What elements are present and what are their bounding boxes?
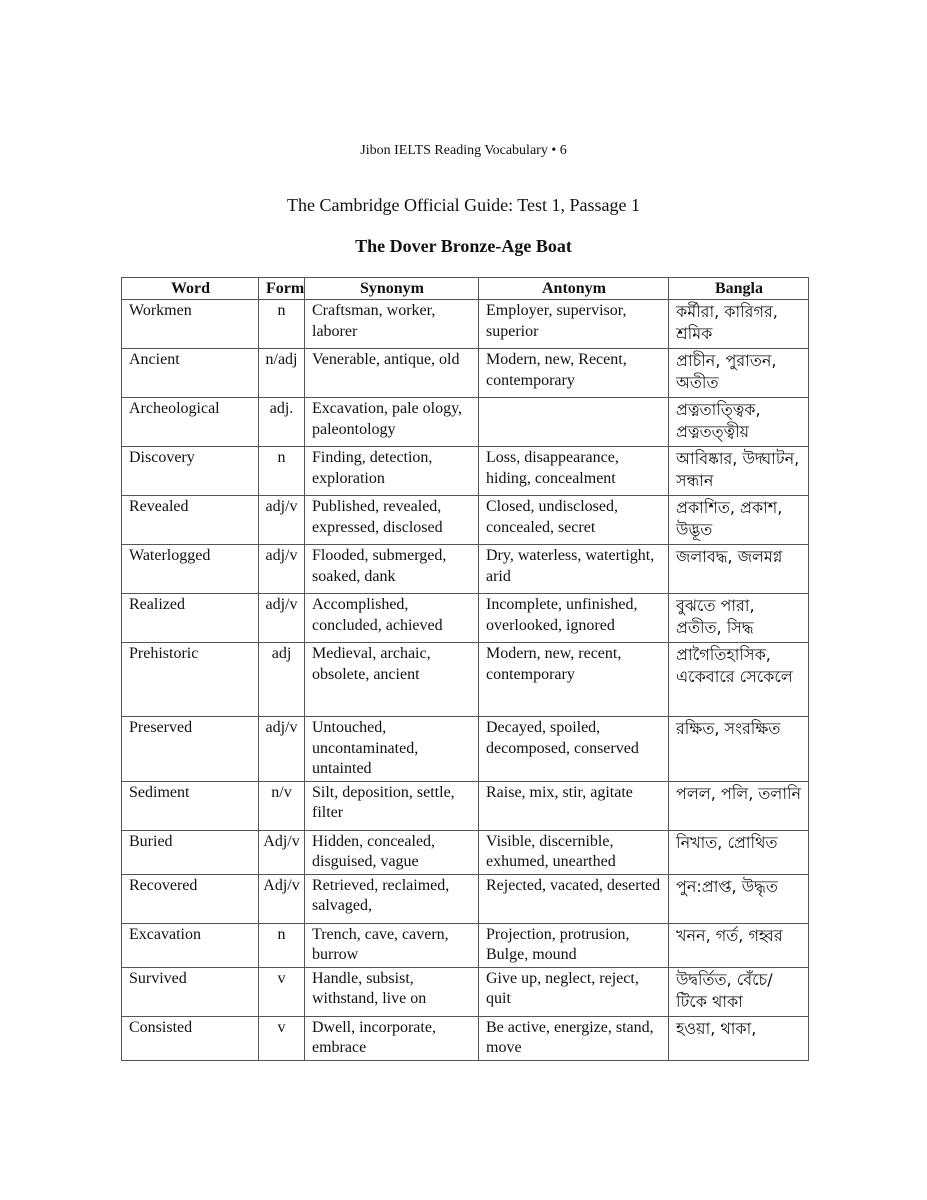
word-cell: Excavation — [122, 923, 259, 967]
synonym-cell: Untouched, uncontaminated, untainted — [305, 717, 479, 782]
antonym-cell: Modern, new, Recent, contemporary — [479, 349, 669, 398]
word-cell: Sediment — [122, 781, 259, 830]
table-row — [122, 594, 809, 643]
form-cell: adj. — [259, 398, 305, 447]
synonym-cell: Medieval, archaic, obsolete, ancient — [305, 643, 479, 717]
column-header-antonym: Antonym — [479, 278, 669, 300]
form-cell: v — [259, 1016, 305, 1060]
synonym-cell: Hidden, concealed, disguised, vague — [305, 830, 479, 874]
column-header-form: Form — [259, 278, 305, 300]
synonym-cell: Silt, deposition, settle, filter — [305, 781, 479, 830]
vocabulary-table — [121, 277, 809, 1061]
form-cell: n — [259, 447, 305, 496]
antonym-cell — [479, 398, 669, 447]
bangla-cell: হওয়া, থাকা, — [669, 1016, 809, 1060]
word-cell: Discovery — [122, 447, 259, 496]
table-row — [122, 398, 809, 447]
bangla-cell: নিখাত, প্রোথিত — [669, 830, 809, 874]
antonym-cell: Visible, discernible, exhumed, unearthed — [479, 830, 669, 874]
column-header-bangla: Bangla — [669, 278, 809, 300]
word-cell: Prehistoric — [122, 643, 259, 717]
table-row — [122, 967, 809, 1016]
synonym-cell: Venerable, antique, old — [305, 349, 479, 398]
antonym-cell: Modern, new, recent, contemporary — [479, 643, 669, 717]
bangla-cell: রক্ষিত, সংরক্ষিত — [669, 717, 809, 782]
word-cell: Ancient — [122, 349, 259, 398]
table-row — [122, 923, 809, 967]
form-cell: adj — [259, 643, 305, 717]
form-cell: Adj/v — [259, 830, 305, 874]
bangla-cell: প্রকাশিত, প্রকাশ, উদ্ভূত — [669, 496, 809, 545]
form-cell: n — [259, 300, 305, 349]
form-cell: adj/v — [259, 594, 305, 643]
word-cell: Consisted — [122, 1016, 259, 1060]
table-row — [122, 643, 809, 717]
word-cell: Waterlogged — [122, 545, 259, 594]
form-cell: n/v — [259, 781, 305, 830]
word-cell: Revealed — [122, 496, 259, 545]
word-cell: Archeological — [122, 398, 259, 447]
table-row — [122, 300, 809, 349]
bangla-cell: প্রত্নতাত্ত্বিক, প্রত্নতত্ত্বীয় — [669, 398, 809, 447]
word-cell: Survived — [122, 967, 259, 1016]
form-cell: adj/v — [259, 496, 305, 545]
table-row — [122, 496, 809, 545]
bangla-cell: আবিষ্কার, উদ্ঘাটন, সন্ধান — [669, 447, 809, 496]
synonym-cell: Finding, detection, exploration — [305, 447, 479, 496]
bangla-cell: পলল, পলি, তলানি — [669, 781, 809, 830]
antonym-cell: Decayed, spoiled, decomposed, conserved — [479, 717, 669, 782]
synonym-cell: Dwell, incorporate, embrace — [305, 1016, 479, 1060]
column-header-synonym: Synonym — [305, 278, 479, 300]
form-cell: n/adj — [259, 349, 305, 398]
bangla-cell: খনন, গর্ত, গহ্বর — [669, 923, 809, 967]
bangla-cell: উদ্বর্তিত, বেঁচে/টিকে থাকা — [669, 967, 809, 1016]
antonym-cell: Be active, energize, stand, move — [479, 1016, 669, 1060]
word-cell: Recovered — [122, 874, 259, 923]
synonym-cell: Craftsman, worker, laborer — [305, 300, 479, 349]
form-cell: n — [259, 923, 305, 967]
bangla-cell: প্রাগৈতিহাসিক, একেবারে সেকেলে — [669, 643, 809, 717]
antonym-cell: Incomplete, unfinished, overlooked, ignored — [479, 594, 669, 643]
synonym-cell: Accomplished, concluded, achieved — [305, 594, 479, 643]
synonym-cell: Trench, cave, cavern, burrow — [305, 923, 479, 967]
form-cell: adj/v — [259, 717, 305, 782]
antonym-cell: Projection, protrusion, Bulge, mound — [479, 923, 669, 967]
word-cell: Realized — [122, 594, 259, 643]
bangla-cell: বুঝতে পারা, প্রতীত, সিদ্ধ — [669, 594, 809, 643]
bangla-cell: প্রাচীন, পুরাতন, অতীত — [669, 349, 809, 398]
table-row — [122, 545, 809, 594]
form-cell: Adj/v — [259, 874, 305, 923]
antonym-cell: Employer, supervisor, superior — [479, 300, 669, 349]
bangla-cell: জলাবদ্ধ, জলমগ্ন — [669, 545, 809, 594]
running-header: Jibon IELTS Reading Vocabulary • 6 — [360, 143, 567, 158]
synonym-cell: Retrieved, reclaimed, salvaged, — [305, 874, 479, 923]
bangla-cell: পুন:প্রাপ্ত, উদ্ধৃত — [669, 874, 809, 923]
column-header-word: Word — [122, 278, 259, 300]
table-row — [122, 781, 809, 830]
synonym-cell: Flooded, submerged, soaked, dank — [305, 545, 479, 594]
antonym-cell: Raise, mix, stir, agitate — [479, 781, 669, 830]
passage-title: The Cambridge Official Guide: Test 1, Passage 1 — [287, 195, 640, 215]
antonym-cell: Rejected, vacated, deserted — [479, 874, 669, 923]
word-cell: Buried — [122, 830, 259, 874]
table-row — [122, 349, 809, 398]
word-cell: Workmen — [122, 300, 259, 349]
table-row — [122, 717, 809, 782]
antonym-cell: Dry, waterless, watertight, arid — [479, 545, 669, 594]
synonym-cell: Excavation, pale ology, paleontology — [305, 398, 479, 447]
table-row — [122, 874, 809, 923]
synonym-cell: Handle, subsist, withstand, live on — [305, 967, 479, 1016]
table-row — [122, 1016, 809, 1060]
table-row — [122, 830, 809, 874]
antonym-cell: Closed, undisclosed, concealed, secret — [479, 496, 669, 545]
form-cell: v — [259, 967, 305, 1016]
bangla-cell: কর্মীরা, কারিগর, শ্রমিক — [669, 300, 809, 349]
table-header-row — [122, 278, 809, 300]
antonym-cell: Give up, neglect, reject, quit — [479, 967, 669, 1016]
antonym-cell: Loss, disappearance, hiding, concealment — [479, 447, 669, 496]
word-cell: Preserved — [122, 717, 259, 782]
form-cell: adj/v — [259, 545, 305, 594]
synonym-cell: Published, revealed, expressed, disclosed — [305, 496, 479, 545]
table-row — [122, 447, 809, 496]
document-title: The Dover Bronze-Age Boat — [355, 236, 572, 256]
